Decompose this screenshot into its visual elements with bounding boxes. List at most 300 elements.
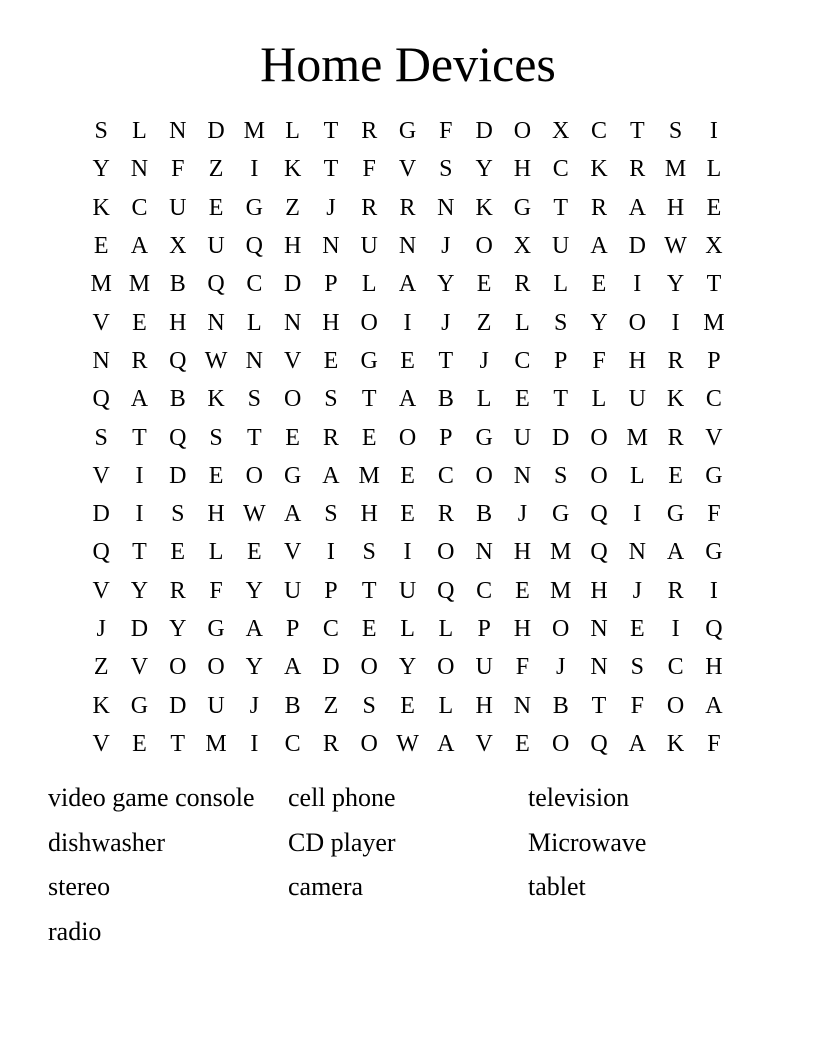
grid-row	[82, 112, 734, 150]
grid-letter: P	[707, 347, 721, 374]
grid-letter: R	[514, 271, 531, 298]
grid-letter: K	[283, 156, 302, 183]
grid-letter: F	[439, 118, 453, 145]
grid-letter: X	[513, 233, 532, 260]
letter-grid	[82, 112, 734, 763]
grid-letter: G	[513, 194, 532, 221]
grid-letter: I	[671, 309, 680, 336]
grid-letter: Q	[590, 730, 608, 757]
grid-letter: F	[515, 654, 530, 681]
grid-letter: G	[360, 347, 378, 374]
grid-letter: O	[475, 233, 493, 260]
grid-letter: A	[705, 692, 723, 719]
grid-letter: Z	[476, 309, 492, 336]
grid-letter: R	[322, 730, 339, 757]
grid-letter: I	[709, 118, 718, 145]
grid-letter: G	[130, 692, 149, 719]
grid-letter: E	[515, 577, 530, 604]
grid-letter: I	[671, 616, 680, 642]
word-list-item: CD player	[288, 827, 396, 857]
grid-letter: C	[514, 347, 531, 374]
grid-letter: T	[247, 424, 262, 451]
grid-letter: W	[243, 501, 266, 528]
grid-letter: J	[441, 233, 451, 260]
word-list-item: camera	[288, 872, 364, 902]
grid-letter: Z	[323, 692, 339, 719]
grid-letter: R	[591, 194, 608, 221]
grid-letter: I	[403, 539, 412, 566]
grid-letter: R	[361, 118, 378, 145]
grid-letter: O	[360, 730, 378, 757]
grid-row	[82, 572, 734, 610]
grid-letter: K	[92, 692, 110, 719]
grid-letter: N	[92, 347, 110, 374]
grid-letter: B	[552, 692, 569, 719]
grid-letter: B	[437, 386, 454, 413]
grid-letter: L	[591, 386, 607, 413]
grid-letter: N	[513, 692, 532, 719]
grid-letter: C	[437, 462, 454, 489]
grid-letter: N	[590, 654, 608, 681]
grid-letter: I	[250, 730, 259, 757]
grid-letter: F	[592, 347, 606, 374]
grid-letter: A	[322, 462, 340, 489]
grid-letter: Y	[475, 156, 493, 183]
grid-row	[82, 495, 734, 533]
grid-letter: G	[552, 501, 570, 528]
grid-letter: Q	[437, 577, 455, 604]
grid-letter: I	[250, 156, 259, 183]
grid-letter: L	[706, 156, 722, 183]
grid-letter: U	[207, 692, 225, 719]
grid-letter: S	[439, 156, 453, 183]
grid-letter: Q	[207, 271, 225, 298]
grid-letter: G	[705, 462, 723, 489]
grid-letter: O	[437, 539, 455, 566]
grid-row	[82, 533, 734, 571]
grid-letter: E	[400, 692, 415, 719]
grid-letter: K	[92, 194, 110, 221]
grid-letter: N	[398, 233, 417, 260]
grid-letter: M	[550, 539, 572, 566]
grid-letter: T	[132, 539, 147, 566]
grid-row	[82, 610, 734, 648]
grid-letter: D	[169, 462, 187, 489]
grid-letter: O	[513, 118, 532, 145]
grid-letter: Y	[245, 654, 263, 681]
grid-letter: J	[479, 347, 489, 374]
grid-letter: H	[207, 501, 225, 528]
grid-letter: G	[398, 118, 417, 145]
grid-letter: G	[666, 501, 685, 528]
grid-letter: A	[398, 386, 417, 413]
grid-letter: C	[705, 386, 722, 413]
grid-letter: G	[245, 194, 263, 221]
grid-row	[82, 227, 734, 265]
grid-letter: H	[360, 501, 378, 528]
grid-letter: B	[169, 271, 186, 298]
grid-row	[82, 342, 734, 380]
grid-letter: O	[360, 309, 378, 336]
grid-letter: H	[513, 539, 532, 566]
grid-letter: N	[130, 156, 149, 183]
grid-letter: N	[628, 539, 646, 566]
grid-letter: Z	[93, 654, 109, 681]
grid-letter: T	[132, 424, 147, 451]
grid-letter: S	[209, 424, 223, 451]
grid-letter: R	[361, 194, 378, 221]
grid-letter: U	[283, 577, 302, 604]
grid-letter: P	[554, 347, 568, 374]
grid-letter: S	[668, 118, 683, 145]
grid-letter: E	[208, 462, 224, 489]
grid-letter: C	[246, 271, 263, 298]
grid-letter: A	[666, 539, 685, 566]
grid-letter: S	[171, 501, 185, 528]
grid-letter: Y	[245, 577, 263, 604]
grid-letter: A	[245, 616, 263, 642]
grid-letter: O	[590, 462, 608, 489]
grid-letter: S	[554, 462, 568, 489]
grid-letter: D	[475, 118, 493, 145]
grid-letter: O	[207, 654, 225, 681]
grid-row	[82, 150, 734, 188]
grid-letter: U	[475, 654, 493, 681]
grid-letter: U	[169, 194, 187, 221]
grid-letter: V	[92, 462, 110, 489]
grid-letter: R	[667, 577, 684, 604]
grid-letter: E	[400, 501, 415, 528]
grid-letter: V	[130, 654, 149, 681]
grid-letter: V	[92, 309, 110, 336]
grid-letter: L	[438, 616, 454, 642]
grid-letter: U	[513, 424, 532, 451]
grid-row	[82, 457, 734, 495]
grid-letter: F	[707, 730, 721, 757]
grid-letter: L	[400, 616, 415, 642]
grid-letter: R	[131, 347, 148, 374]
grid-letter: G	[207, 616, 225, 642]
grid-letter: H	[628, 347, 646, 374]
grid-letter: C	[284, 730, 301, 757]
grid-letter: A	[628, 730, 646, 757]
grid-letter: S	[94, 118, 108, 145]
grid-letter: E	[476, 271, 492, 298]
grid-letter: V	[283, 539, 302, 566]
grid-letter: A	[437, 730, 455, 757]
grid-letter: H	[169, 309, 187, 336]
grid-letter: Y	[130, 577, 149, 604]
grid-letter: K	[590, 156, 608, 183]
grid-letter: R	[667, 424, 684, 451]
grid-letter: V	[705, 424, 723, 451]
word-list-item: cell phone	[288, 783, 396, 812]
grid-letter: A	[130, 233, 149, 260]
grid-letter: D	[92, 501, 110, 528]
grid-letter: Q	[590, 539, 608, 566]
grid-letter: J	[249, 692, 259, 719]
grid-letter: F	[362, 156, 376, 183]
grid-letter: R	[667, 347, 684, 374]
grid-letter: H	[475, 692, 493, 719]
grid-letter: I	[709, 577, 718, 604]
grid-letter: Q	[245, 233, 263, 260]
grid-letter: R	[399, 194, 416, 221]
grid-letter: M	[243, 118, 265, 145]
grid-letter: M	[205, 730, 227, 757]
grid-letter: N	[283, 309, 302, 336]
grid-letter: Y	[437, 271, 455, 298]
grid-letter: M	[128, 271, 151, 298]
grid-letter: W	[664, 233, 687, 260]
grid-letter: S	[247, 386, 262, 413]
grid-letter: C	[591, 118, 608, 145]
grid-letter: U	[207, 233, 225, 260]
grid-row	[82, 686, 734, 724]
grid-letter: D	[169, 692, 187, 719]
grid-letter: F	[707, 501, 721, 528]
grid-letter: M	[90, 271, 112, 298]
grid-letter: L	[476, 386, 492, 413]
grid-letter: O	[475, 462, 493, 489]
grid-letter: M	[703, 309, 725, 336]
grid-letter: A	[130, 386, 149, 413]
grid-letter: A	[283, 501, 302, 528]
grid-letter: E	[247, 539, 262, 566]
grid-letter: E	[361, 616, 377, 642]
grid-letter: E	[361, 424, 377, 451]
grid-letter: O	[590, 424, 608, 451]
grid-letter: P	[324, 271, 338, 298]
grid-letter: I	[135, 501, 144, 528]
grid-letter: Q	[169, 347, 187, 374]
grid-letter: N	[245, 347, 263, 374]
grid-letter: X	[552, 118, 570, 145]
grid-letter: O	[628, 309, 646, 336]
grid-letter: B	[284, 692, 301, 719]
grid-letter: C	[476, 577, 493, 604]
grid-letter: I	[403, 309, 412, 336]
grid-letter: E	[515, 730, 530, 757]
grid-letter: O	[360, 654, 378, 681]
grid-letter: E	[400, 347, 415, 374]
grid-letter: R	[437, 501, 454, 528]
grid-letter: N	[322, 233, 340, 260]
word-list-item: stereo	[48, 872, 111, 902]
grid-letter: J	[517, 501, 528, 528]
grid-letter: V	[92, 577, 110, 604]
grid-letter: Q	[92, 539, 110, 566]
grid-letter: L	[285, 118, 300, 145]
grid-letter: T	[323, 118, 339, 145]
grid-letter: Q	[590, 501, 608, 528]
grid-letter: E	[515, 386, 530, 413]
grid-letter: H	[513, 156, 532, 183]
grid-letter: A	[398, 271, 417, 298]
grid-letter: O	[552, 616, 570, 642]
grid-row	[82, 303, 734, 341]
grid-letter: X	[169, 233, 187, 260]
grid-letter: U	[398, 577, 417, 604]
grid-letter: T	[438, 347, 454, 374]
grid-letter: S	[554, 309, 568, 336]
grid-letter: I	[633, 501, 642, 528]
word-list-item: radio	[48, 916, 102, 946]
grid-row	[82, 648, 734, 686]
word-list-item: Microwave	[528, 827, 647, 857]
grid-letter: V	[92, 730, 110, 757]
grid-letter: Y	[590, 309, 608, 336]
grid-letter: I	[135, 462, 144, 489]
grid-letter: D	[207, 118, 225, 145]
grid-letter: D	[552, 424, 570, 451]
grid-letter: M	[358, 462, 380, 489]
grid-letter: O	[437, 654, 455, 681]
grid-letter: M	[550, 577, 572, 604]
grid-letter: K	[207, 386, 225, 413]
grid-letter: O	[552, 730, 570, 757]
grid-letter: T	[323, 156, 339, 183]
grid-letter: L	[361, 271, 377, 298]
grid-letter: T	[361, 577, 377, 604]
grid-letter: U	[628, 386, 646, 413]
grid-letter: S	[630, 654, 644, 681]
grid-letter: H	[705, 654, 723, 681]
grid-row	[82, 725, 734, 763]
grid-letter: J	[441, 309, 451, 336]
grid-letter: Q	[169, 424, 187, 451]
word-list-item: tablet	[528, 872, 586, 902]
grid-letter: L	[438, 692, 454, 719]
grid-row	[82, 418, 734, 456]
grid-letter: C	[322, 616, 339, 642]
grid-letter: V	[398, 156, 417, 183]
grid-letter: E	[323, 347, 339, 374]
grid-letter: N	[169, 118, 187, 145]
grid-letter: J	[632, 577, 642, 604]
grid-letter: D	[283, 271, 302, 298]
word-list-item: dishwasher	[48, 827, 165, 857]
grid-letter: Q	[92, 386, 110, 413]
page-title: Home Devices	[260, 36, 556, 92]
grid-letter: E	[285, 424, 300, 451]
grid-letter: O	[283, 386, 302, 413]
grid-letter: N	[207, 309, 225, 336]
grid-letter: D	[130, 616, 149, 642]
grid-letter: F	[209, 577, 223, 604]
grid-letter: R	[169, 577, 186, 604]
word-list-item: television	[528, 783, 630, 812]
grid-letter: H	[666, 194, 685, 221]
grid-letter: G	[283, 462, 302, 489]
grid-letter: S	[362, 692, 376, 719]
grid-letter: P	[324, 577, 338, 604]
grid-letter: Y	[169, 616, 187, 642]
grid-letter: V	[283, 347, 302, 374]
grid-letter: S	[324, 501, 338, 528]
grid-row	[82, 380, 734, 418]
grid-letter: L	[247, 309, 262, 336]
grid-letter: I	[633, 271, 642, 298]
grid-letter: D	[322, 654, 340, 681]
grid-row	[82, 265, 734, 303]
grid-letter: L	[208, 539, 224, 566]
grid-letter: E	[132, 730, 147, 757]
grid-letter: A	[283, 654, 302, 681]
grid-letter: K	[475, 194, 493, 221]
grid-letter: E	[400, 462, 415, 489]
grid-letter: N	[590, 616, 608, 642]
grid-letter: E	[170, 539, 186, 566]
grid-letter: M	[664, 156, 687, 183]
grid-letter: E	[629, 616, 645, 642]
grid-letter: T	[553, 386, 569, 413]
grid-letter: B	[169, 386, 186, 413]
grid-letter: B	[476, 501, 493, 528]
grid-letter: S	[94, 424, 108, 451]
grid-letter: F	[171, 156, 185, 183]
grid-letter: N	[437, 194, 455, 221]
grid-letter: L	[629, 462, 645, 489]
grid-row	[82, 189, 734, 227]
grid-letter: L	[553, 271, 569, 298]
grid-letter: A	[590, 233, 608, 260]
grid-letter: T	[553, 194, 569, 221]
grid-letter: U	[552, 233, 570, 260]
grid-letter: Y	[92, 156, 110, 183]
grid-letter: O	[169, 654, 187, 681]
grid-letter: O	[398, 424, 417, 451]
grid-letter: E	[668, 462, 683, 489]
grid-letter: J	[326, 194, 336, 221]
grid-letter: K	[666, 386, 685, 413]
grid-letter: J	[556, 654, 566, 681]
grid-letter: E	[591, 271, 607, 298]
grid-letter: A	[628, 194, 646, 221]
grid-letter: S	[362, 539, 376, 566]
grid-letter: N	[475, 539, 493, 566]
grid-letter: M	[626, 424, 648, 451]
grid-letter: U	[360, 233, 378, 260]
grid-letter: E	[706, 194, 722, 221]
word-list-item: video game console	[48, 783, 255, 812]
grid-letter: E	[93, 233, 109, 260]
grid-letter: H	[590, 577, 608, 604]
grid-letter: T	[591, 692, 607, 719]
grid-letter: X	[705, 233, 723, 260]
grid-letter: L	[132, 118, 147, 145]
grid-letter: T	[706, 271, 722, 298]
grid-letter: H	[283, 233, 302, 260]
grid-letter: T	[629, 118, 645, 145]
grid-letter: C	[131, 194, 148, 221]
grid-letter: J	[96, 616, 106, 642]
grid-letter: Y	[398, 654, 417, 681]
grid-letter: L	[515, 309, 530, 336]
grid-letter: P	[439, 424, 453, 451]
grid-letter: C	[552, 156, 569, 183]
grid-letter: O	[666, 692, 685, 719]
grid-letter: G	[475, 424, 493, 451]
grid-letter: S	[324, 386, 338, 413]
grid-letter: G	[705, 539, 723, 566]
grid-letter: E	[132, 309, 147, 336]
grid-letter: T	[361, 386, 377, 413]
grid-letter: P	[477, 616, 491, 642]
grid-letter: R	[322, 424, 339, 451]
grid-letter: E	[208, 194, 224, 221]
grid-letter: K	[666, 730, 685, 757]
